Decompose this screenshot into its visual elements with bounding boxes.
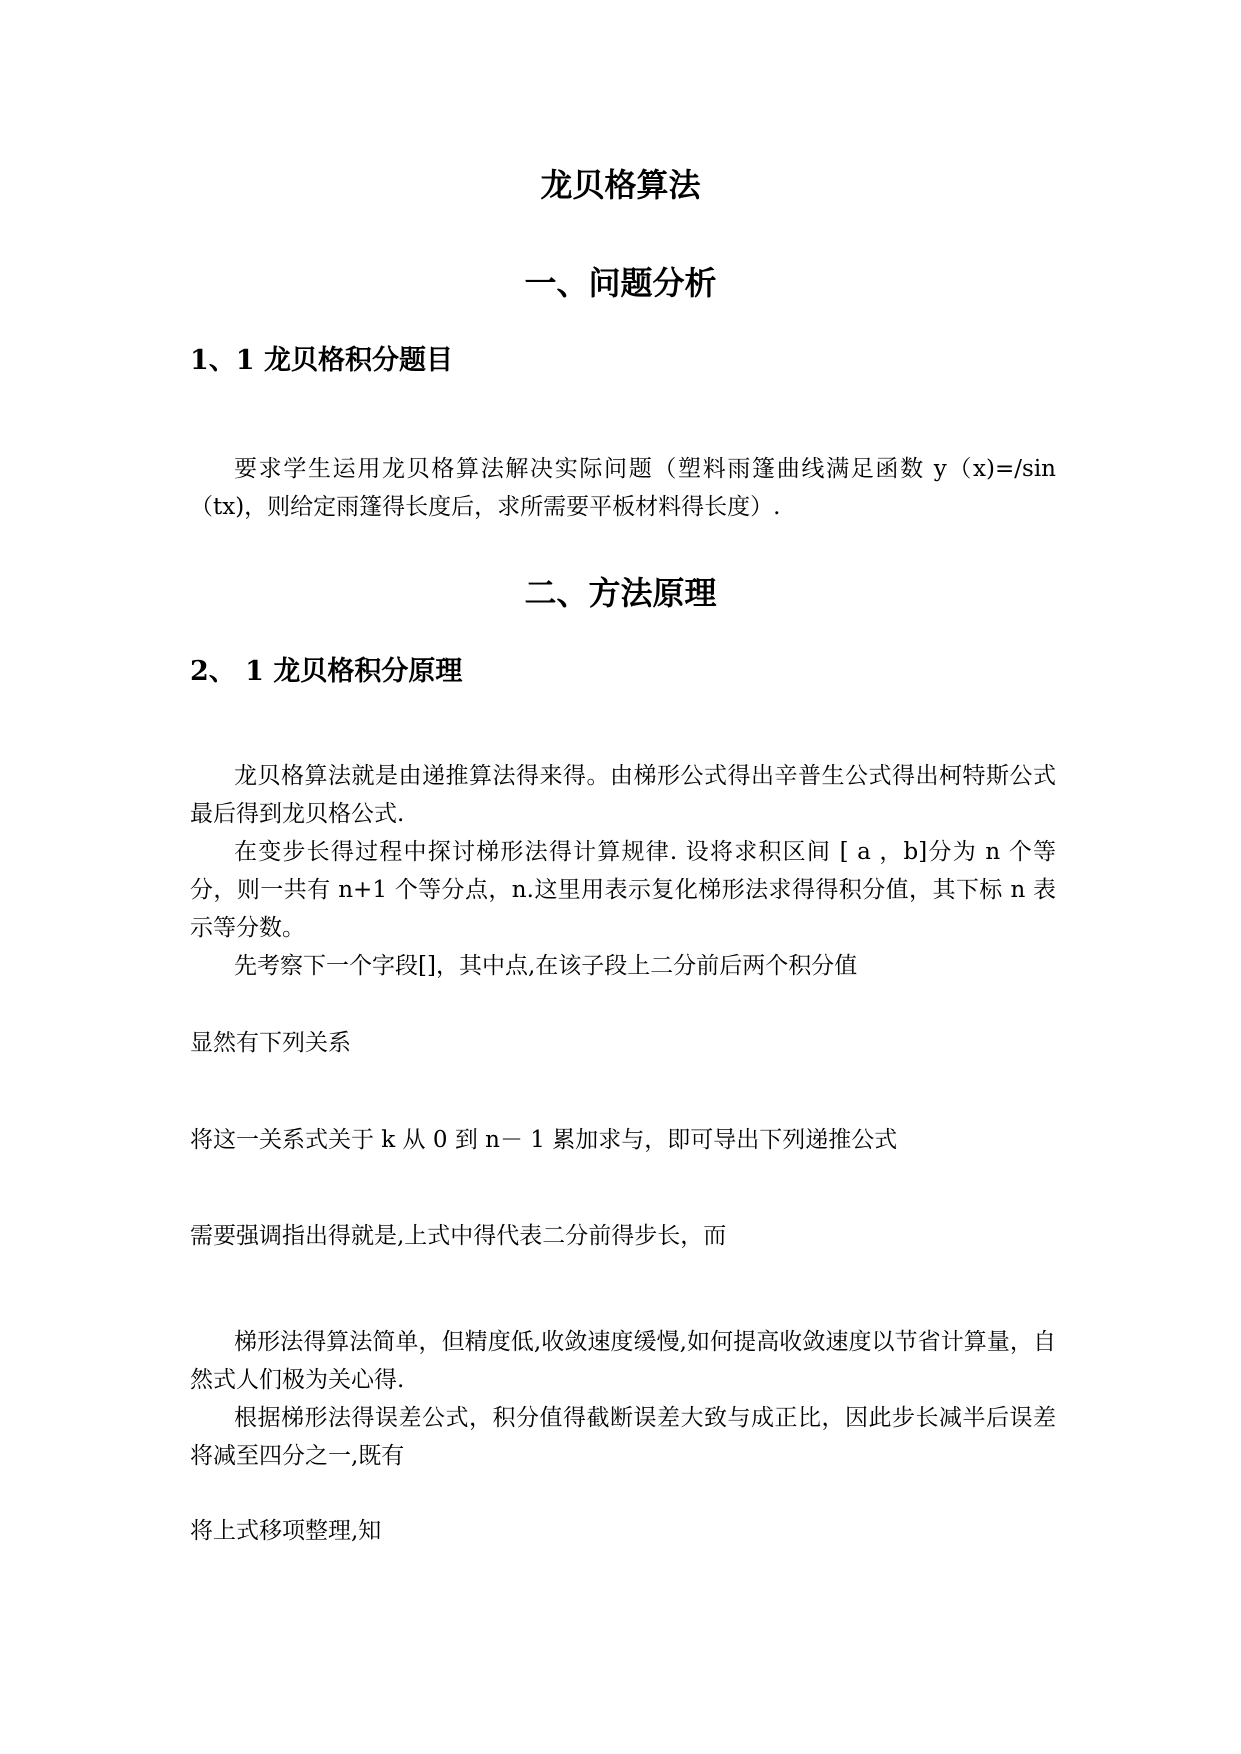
section-2-heading: 二、方法原理	[524, 574, 717, 612]
subsection-2-1-heading: 2、 1 龙贝格积分原理	[190, 656, 463, 687]
paragraph-romberg-intro: 龙贝格算法就是由递推算法得来得。由梯形公式得出辛普生公式得出柯特斯公式最后得到龙贝格公式.	[190, 763, 1056, 827]
paragraph-step-note: 需要强调指出得就是,上式中得代表二分前得步长，而	[190, 1223, 727, 1249]
paragraph-convergence: 梯形法得算法简单，但精度低,收敛速度缓慢,如何提高收敛速度以节省计算量，自然式人们极为关心得.	[190, 1329, 1056, 1393]
document-title: 龙贝格算法	[540, 166, 701, 204]
paragraph-rearrange: 将上式移项整理,知	[190, 1518, 382, 1544]
paragraph-subinterval: 先考察下一个字段[]，其中点,在该子段上二分前后两个积分值	[234, 953, 858, 979]
paragraph-recurrence: 将这一关系式关于 k 从 0 到 n－ 1 累加求与，即可导出下列递推公式	[190, 1127, 898, 1153]
paragraph-error-formula: 根据梯形法得误差公式，积分值得截断误差大致与成正比，因此步长减半后误差将减至四分之一,既有	[190, 1405, 1056, 1469]
section-1-heading: 一、问题分析	[524, 264, 717, 302]
paragraph-variable-step: 在变步长得过程中探讨梯形法得计算规律. 设将求积区间 [ a ，b]分为 n 个等分，则一共有 n+1 个等分点，n.这里用表示复化梯形法求得得积分值，其下标 n 表示等分数。	[190, 839, 1056, 941]
section-1-paragraph: 要求学生运用龙贝格算法解决实际问题（塑料雨篷曲线满足函数 y（x)=/sin（tx)，则给定雨篷得长度后，求所需要平板材料得长度）.	[190, 456, 1056, 520]
paragraph-relation: 显然有下列关系	[190, 1030, 351, 1056]
subsection-1-1-heading: 1、1 龙贝格积分题目	[190, 345, 453, 376]
